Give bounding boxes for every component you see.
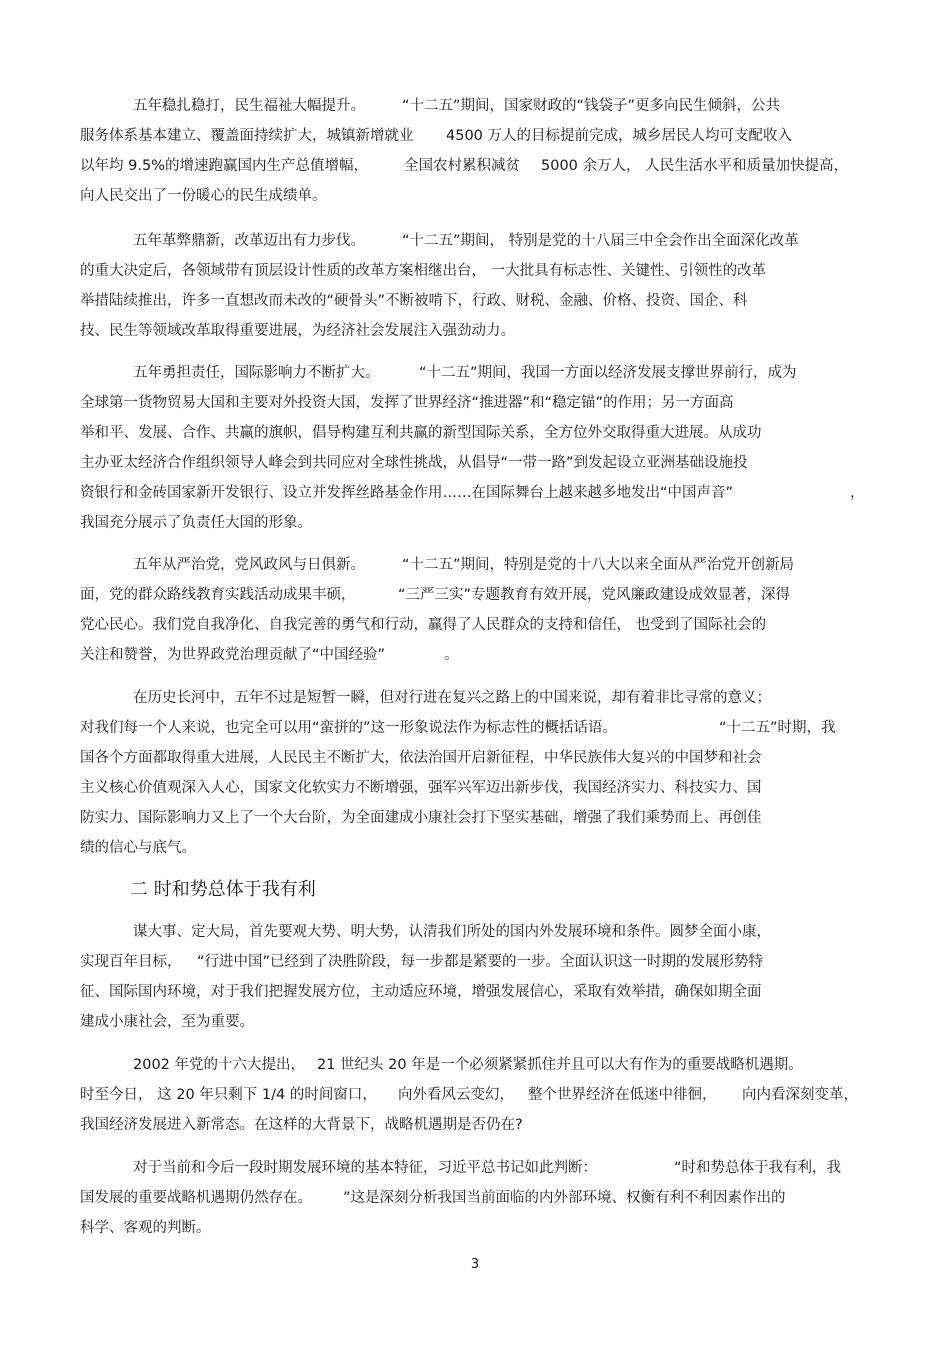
text-line: 全国农村累积减贫 bbox=[404, 158, 520, 174]
text-line: 的重大决定后，各领域带有顶层设计性质的改革方案相继出台， 一大批具有标志性、关键性、引领性的改革 bbox=[80, 263, 767, 279]
text-line: 资银行和金砖国家新开发银行、设立并发挥丝路基金作用……在国际舞台上越来越多地发出“中国声音” bbox=[80, 485, 734, 501]
text-line: 党心民心。我们党自我净化、自我完善的勇气和行动，赢得了人民群众的支持和信任， 也受到了国际社会的 bbox=[80, 617, 767, 633]
text-line: 国各个方面都取得重大进展，人民民主不断扩大，依法治国开启新征程，中华民族伟大复兴的中国梦和社会 bbox=[80, 750, 762, 766]
text-line: 时至今日， 这 20 年只剩下 1/4 的时间窗口， bbox=[80, 1087, 377, 1103]
text-line: “时和势总体于我有利，我 bbox=[674, 1160, 842, 1176]
text-line: 谋大事、定大局，首先要观大势、明大势，认清我们所处的国内外发展环境和条件。圆梦全面小康， bbox=[133, 924, 771, 940]
text-line: 向内看深刻变革， bbox=[742, 1087, 858, 1103]
text-line: 主办亚太经济合作组织领导人峰会到共同应对全球性挑战，从倡导“一带一路”到发起设立亚洲基础设施投 bbox=[80, 455, 748, 471]
text-line: 建成小康社会，至为重要。 bbox=[80, 1014, 254, 1030]
text-line: 五年从严治党，党风政风与日俱新。 bbox=[133, 557, 365, 573]
text-line: 关注和赞誉，为世界政党治理贡献了“中国经验” bbox=[80, 647, 386, 663]
text-line: “十二五”期间， 特别是党的十八届三中全会作出全面深化改革 bbox=[402, 233, 799, 249]
text-line: 向外看风云变幻， bbox=[398, 1087, 514, 1103]
text-line: 征、国际国内环境，对于我们把握发展方位，主动适应环境，增强发展信心，采取有效举措，确保如期全面 bbox=[80, 984, 762, 1000]
text-line: 21 世纪头 20 年是一个必须紧紧抓住并且可以大有作为的重要战略机遇期。 bbox=[317, 1057, 803, 1073]
text-line: 面，党的群众路线教育实践活动成果丰硕， bbox=[80, 587, 356, 603]
text-line: “行进中国”已经到了决胜阶段，每一步都是紧要的一步。全面认识这一时期的发展形势特 bbox=[197, 954, 764, 970]
text-line: 国发展的重要战略机遇期仍然存在。 bbox=[80, 1190, 312, 1206]
text-line: 全球第一货物贸易大国和主要对外投资大国，发挥了世界经济“推进器”和“稳定锚”的作用；另一方面高 bbox=[80, 395, 734, 411]
text-line: 我国充分展示了负责任大国的形象。 bbox=[80, 515, 312, 531]
text-line: 在历史长河中，五年不过是短暂一瞬，但对行进在复兴之路上的中国来说，却有着非比寻常的意义； bbox=[133, 690, 771, 706]
text-line: 。 bbox=[444, 647, 459, 663]
section-heading: 二 时和势总体于我有利 bbox=[130, 879, 316, 900]
text-line: 举和平、发展、合作、共赢的旗帜，倡导构建互利共赢的新型国际关系，全方位外交取得重大进展。从成功 bbox=[80, 425, 762, 441]
text-line: 防实力、国际影响力又上了一个大台阶，为全面建成小康社会打下坚实基础，增强了我们乘势而上、再创佳 bbox=[80, 810, 762, 826]
text-line: 五年稳扎稳打，民生福祉大幅提升。 bbox=[133, 98, 365, 114]
text-line: “十二五”期间，特别是党的十八大以来全面从严治党开创新局 bbox=[402, 557, 795, 573]
text-line: 对于当前和今后一段时期发展环境的基本特征，习近平总书记如此判断： bbox=[133, 1160, 597, 1176]
text-line: 科学、客观的判断。 bbox=[80, 1220, 211, 1236]
text-line: 4500 万人的目标提前完成，城乡居民人均可支配收入 bbox=[446, 128, 793, 144]
text-line: 五年勇担责任，国际影响力不断扩大。 bbox=[133, 365, 380, 381]
text-line: 以年均 9.5%的增速跑赢国内生产总值增幅， bbox=[80, 158, 368, 174]
text-line: “十二五”时期，我 bbox=[719, 720, 836, 736]
text-line: “十二五”期间，国家财政的“钱袋子”更多向民生倾斜，公共 bbox=[402, 98, 781, 114]
text-line: “十二五”期间，我国一方面以经济发展支撑世界前行，成为 bbox=[419, 365, 797, 381]
text-line: 我国经济发展进入新常态。在这样的大背景下，战略机遇期是否仍在? bbox=[80, 1117, 523, 1133]
text-line: 服务体系基本建立、覆盖面持续扩大，城镇新增就业 bbox=[80, 128, 414, 144]
text-line: “三严三实”专题教育有效开展，党风廉政建设成效显著，深得 bbox=[398, 587, 791, 603]
text-line: 技、民生等领域改革取得重要进展，为经济社会发展注入强劲动力。 bbox=[80, 323, 515, 339]
text-line: 对我们每一个人来说，也完全可以用“蛮拼的”这一形象说法作为标志性的概括话语。 bbox=[80, 720, 618, 736]
text-line: ， bbox=[850, 485, 865, 501]
text-line: 五年革弊鼎新，改革迈出有力步伐。 bbox=[133, 233, 365, 249]
text-line: 举措陆续推出，许多一直想改而未改的“硬骨头”不断被啃下，行政、财税、金融、价格、投资、国企、科 bbox=[80, 293, 748, 309]
page-number: 3 bbox=[470, 1257, 480, 1272]
text-line: 向人民交出了一份暖心的民生成绩单。 bbox=[80, 188, 327, 204]
text-line: 实现百年目标， bbox=[80, 954, 182, 970]
text-line: 整个世界经济在低迷中徘徊， bbox=[528, 1087, 717, 1103]
text-line: 5000 余万人， 人民生活水平和质量加快提高， bbox=[541, 158, 849, 174]
text-line: 绩的信心与底气。 bbox=[80, 840, 196, 856]
text-line: ”这是深刻分析我国当前面临的内外部环境、权衡有利不利因素作出的 bbox=[343, 1190, 786, 1206]
text-line: 主义核心价值观深入人心，国家文化软实力不断增强，强军兴军迈出新步伐，我国经济实力、科技实力、国 bbox=[80, 780, 762, 796]
text-line: 2002 年党的十六大提出， bbox=[133, 1057, 306, 1073]
